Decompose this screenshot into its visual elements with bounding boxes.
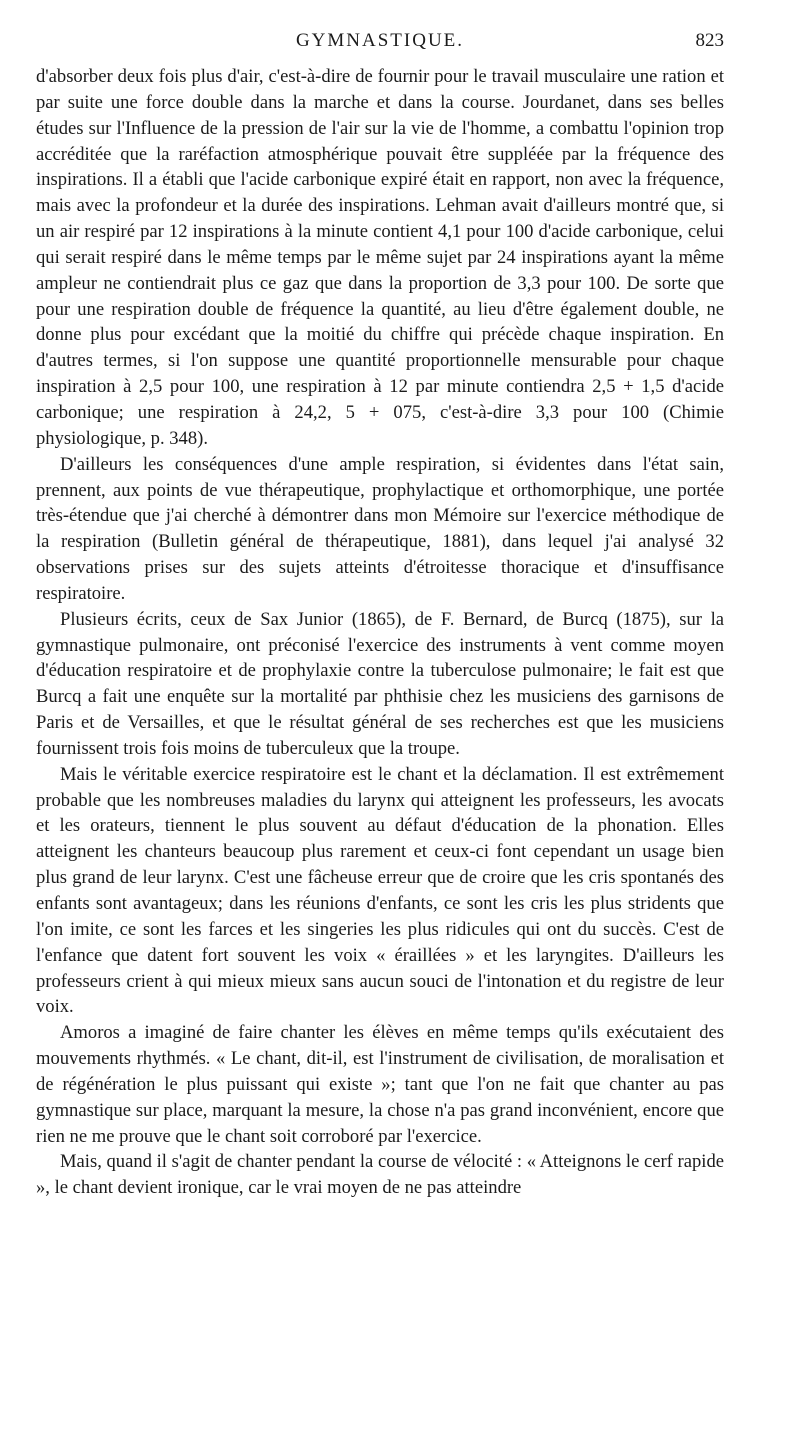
- paragraph-3: Plusieurs écrits, ceux de Sax Junior (1865), de F. Bernard, de Burcq (1875), sur la gymnastique pulmonaire, ont préconisé l'exercice des instruments à vent comme moyen d'éducation respiratoire et de prophylaxie contre la tuberculose pulmonaire; le fait est que Burcq a fait une enquête sur la mortalité par phthisie chez les musiciens des garnisons de Paris et de Versailles, et que le résultat général de ses recherches est que les musiciens fournissent trois fois moins de tuberculeux que la troupe.: [36, 608, 724, 759]
- paragraph-6: Mais, quand il s'agit de chanter pendant la course de vélocité : « Atteignons le cerf rapide », le chant devient ironique, car le vrai moyen de ne pas atteindre: [36, 1151, 724, 1199]
- paragraph-5: Amoros a imaginé de faire chanter les élèves en même temps qu'ils exécutaient des mouvements rhythmés. « Le chant, dit-il, est l'instrument de civilisation, de moralisation et de régénération le plus puissant qui existe »; tant que l'on ne fait que chanter au pas gymnastique sur place, marquant la mesure, la chose n'a pas grand inconvénient, encore que rien ne me prouve que le chant soit corroboré par l'exercice.: [36, 1022, 724, 1147]
- book-page: [36, 26, 724, 1201]
- paragraph-2: D'ailleurs les conséquences d'une ample respiration, si évidentes dans l'état sain, prennent, aux points de vue thérapeutique, prophylactique et orthomorphique, une portée très-étendue que j'ai cherché à démontrer dans mon Mémoire sur l'exercice méthodique de la respiration (Bulletin général de thérapeutique, 1881), dans lequel j'ai analysé 32 observations prises sur des sujets atteints d'étroitesse thoracique et d'insuffisance respiratoire.: [36, 453, 724, 604]
- page-number: 823: [695, 30, 724, 51]
- paragraph-1: d'absorber deux fois plus d'air, c'est-à-dire de fournir pour le travail musculaire une ration et par suite une force double dans la marche et dans la course. Jourdanet, dans ses belles études sur l'Influence de la pression de l'air sur la vie de l'homme, a combattu l'opinion trop accréditée que la raréfaction atmosphérique pouvait être suppléée par la fréquence des inspirations. Il a établi que l'acide carbonique expiré était en rapport, non avec la fréquence, mais avec la profondeur et la durée des inspirations. Lehman avait d'ailleurs montré que, si un air respiré par 12 inspirations à la minute contient 4,1 pour 100 d'acide carbonique, celui qui serait respiré dans le même temps par le même sujet par 24 inspirations ayant la même ampleur ne contiendrait plus ce gaz que dans la proportion de 3,3 pour 100. De sorte que pour une respiration double de fréquence la quantité, au lieu d'être également double, ne donne plus pour excédant que la moitié du chiffre qui précède chaque inspiration. En d'autres termes, si l'on suppose une quantité proportionnelle mensurable pour chaque inspiration à 2,5 pour 100, une respiration à 12 par minute contiendra 2,5 + 1,5 d'acide carbonique; une respiration à 24,2, 5 + 075, c'est-à-dire 3,3 pour 100 (Chimie physiologique, p. 348).: [36, 66, 724, 449]
- running-title: GYMNASTIQUE.: [295, 30, 465, 51]
- page-header: [36, 26, 724, 64]
- body-text: [36, 64, 724, 1201]
- paragraph-4: Mais le véritable exercice respiratoire est le chant et la déclamation. Il est extrêmement probable que les nombreuses maladies du larynx qui atteignent les professeurs, les avocats et les orateurs, tiennent le plus souvent au défaut d'éducation de la phonation. Elles atteignent les chanteurs beaucoup plus rarement et ceux-ci font cependant un usage bien plus grand de leur larynx. C'est une fâcheuse erreur que de croire que les cris spontanés des enfants sont avantageux; dans les réunions d'enfants, ce sont les cris les plus stridents que l'on imite, ce sont les farces et les singeries les plus ridicules qui ont du succès. C'est de l'enfance que datent fort souvent les voix « éraillées » et les laryngites. D'ailleurs les professeurs crient à qui mieux mieux sans aucun souci de l'intonation et du registre de leur voix.: [36, 763, 724, 1018]
